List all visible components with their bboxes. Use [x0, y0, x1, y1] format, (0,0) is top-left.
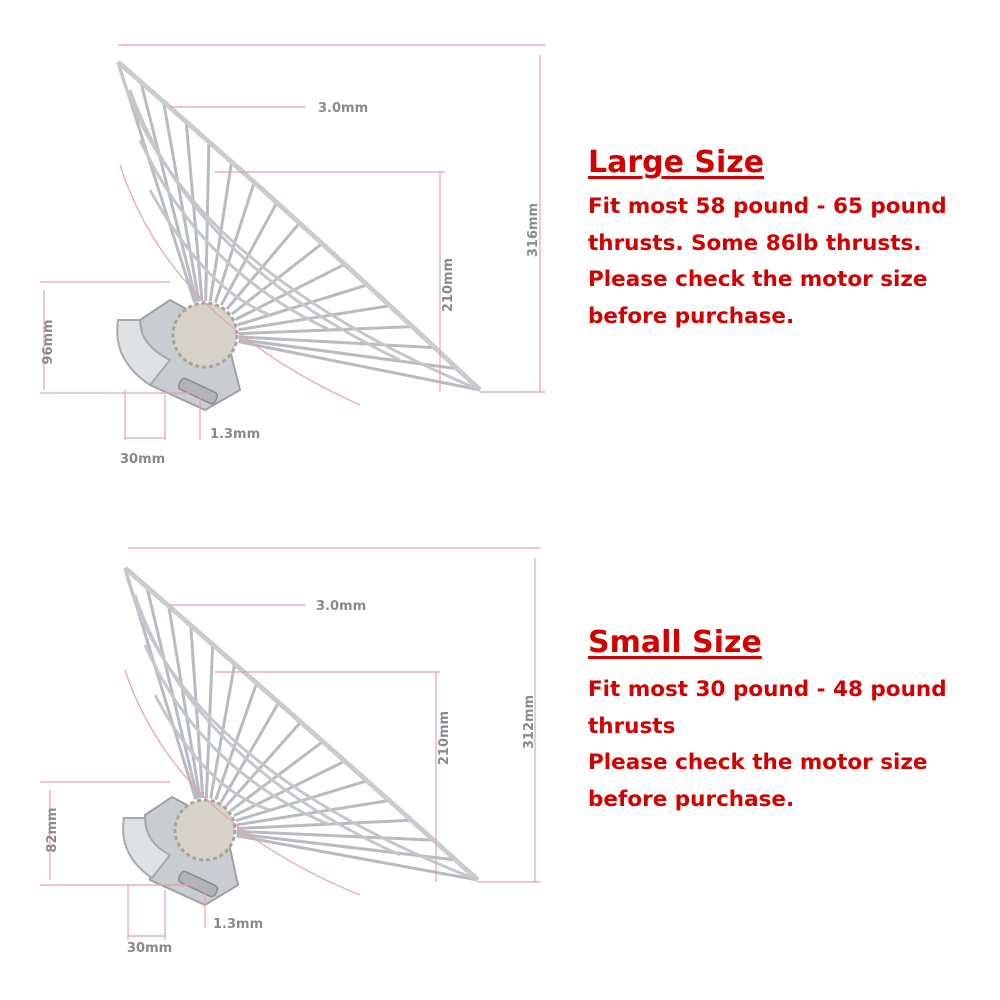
small-size-heading: Small Size	[588, 625, 762, 660]
large-size-description	[588, 189, 947, 335]
small-size-panel	[0, 500, 1000, 1000]
description-line: Please check the motor size	[588, 750, 928, 775]
wire-gauge-label: 3.0mm	[316, 599, 367, 614]
description-line: before purchase.	[588, 786, 795, 812]
gear-collar	[175, 800, 235, 860]
description-line: thrusts	[588, 713, 676, 739]
hub-width-label: 30mm	[127, 941, 173, 956]
description-line: before purchase.	[588, 303, 795, 329]
inner-height-label: 210mm	[437, 710, 452, 766]
rod-diameter-label: 1.3mm	[213, 917, 264, 932]
mounting-hub	[123, 797, 238, 905]
hub-height-label: 82mm	[45, 807, 60, 853]
total-height-label: 312mm	[522, 694, 537, 750]
description-line: Please check the motor size	[588, 267, 928, 292]
inner-height-label: 210mm	[441, 257, 456, 313]
description-line: Fit most 30 pound - 48 pound	[588, 677, 947, 702]
hub-height-label: 96mm	[41, 319, 56, 365]
gear-collar	[173, 303, 237, 367]
large-size-heading: Large Size	[588, 145, 765, 180]
dimension-lines	[40, 548, 540, 940]
wire-gauge-label: 3.0mm	[318, 101, 369, 116]
description-line: thrusts. Some 86lb thrusts.	[588, 230, 922, 256]
rod-diameter-label: 1.3mm	[210, 427, 261, 442]
description-line: Fit most 58 pound - 65 pound	[588, 194, 947, 219]
total-height-label: 316mm	[526, 202, 541, 258]
propeller-guard-image	[117, 62, 480, 410]
propeller-guard-image	[123, 568, 478, 905]
small-size-description	[588, 672, 947, 818]
hub-width-label: 30mm	[120, 452, 166, 467]
